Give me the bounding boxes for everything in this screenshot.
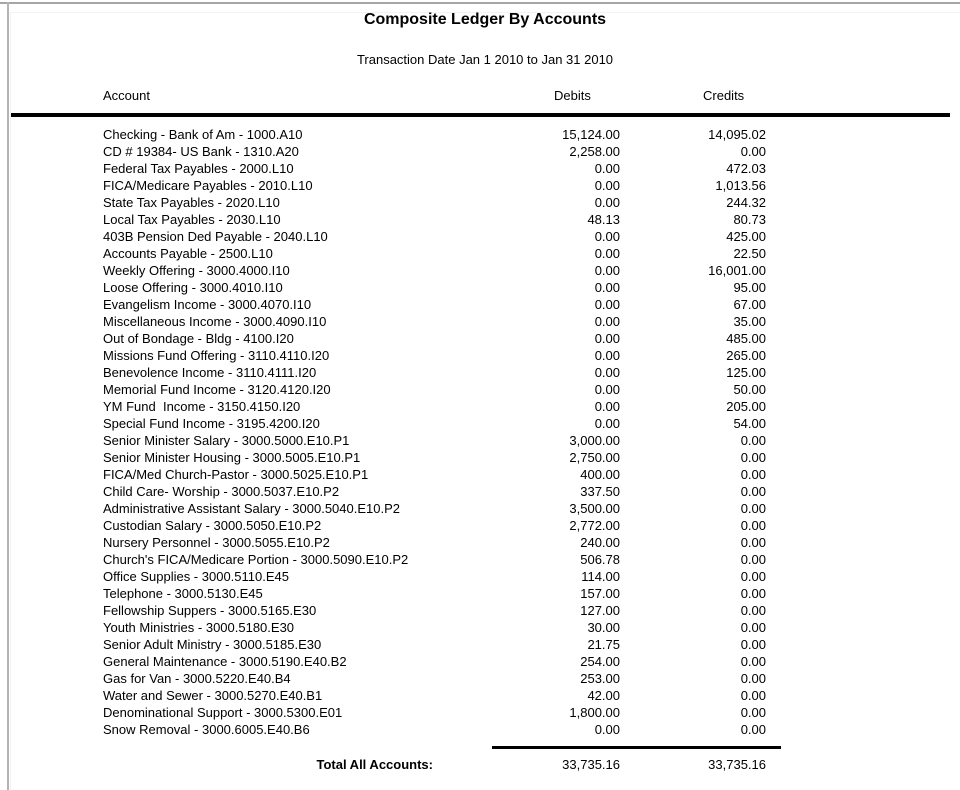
- table-row: [0, 126, 960, 143]
- table-row: [0, 619, 960, 636]
- table-row: [0, 279, 960, 296]
- debits-cell: 506.78: [580, 552, 620, 567]
- account-cell: YM Fund Income - 3150.4150.I20: [103, 399, 301, 414]
- debits-cell: 0.00: [594, 382, 620, 397]
- table-row: [0, 143, 960, 160]
- account-cell: Federal Tax Payables - 2000.L10: [103, 161, 294, 176]
- debits-cell: 253.00: [580, 671, 620, 686]
- account-cell: Senior Minister Salary - 3000.5000.E10.P1: [103, 433, 350, 448]
- total-rule: [492, 746, 781, 749]
- table-row: [0, 636, 960, 653]
- credits-cell: 125.00: [726, 365, 766, 380]
- debits-cell: 0.00: [594, 365, 620, 380]
- debits-cell: 0.00: [594, 297, 620, 312]
- credits-cell: 0.00: [740, 671, 766, 686]
- credits-cell: 22.50: [733, 246, 766, 261]
- debits-cell: 3,000.00: [569, 433, 620, 448]
- debits-cell: 0.00: [594, 722, 620, 737]
- account-cell: Benevolence Income - 3110.4111.I20: [103, 365, 317, 380]
- account-cell: Snow Removal - 3000.6005.E40.B6: [103, 722, 310, 737]
- total-label: Total All Accounts:: [316, 757, 433, 772]
- account-cell: Nursery Personnel - 3000.5055.E10.P2: [103, 535, 330, 550]
- debits-cell: 21.75: [587, 637, 620, 652]
- credits-cell: 0.00: [740, 603, 766, 618]
- table-row: [0, 160, 960, 177]
- credits-cell: 0.00: [740, 518, 766, 533]
- account-cell: Telephone - 3000.5130.E45: [103, 586, 263, 601]
- debits-cell: 0.00: [594, 229, 620, 244]
- debits-cell: 2,750.00: [569, 450, 620, 465]
- debits-cell: 15,124.00: [562, 127, 620, 142]
- credits-cell: 95.00: [733, 280, 766, 295]
- credits-cell: 265.00: [726, 348, 766, 363]
- credits-cell: 0.00: [740, 467, 766, 482]
- credits-cell: 0.00: [740, 450, 766, 465]
- account-cell: Senior Minister Housing - 3000.5005.E10.P1: [103, 450, 361, 465]
- debits-cell: 400.00: [580, 467, 620, 482]
- table-row: [0, 211, 960, 228]
- account-cell: Checking - Bank of Am - 1000.A10: [103, 127, 303, 142]
- table-row: [0, 432, 960, 449]
- credits-cell: 205.00: [726, 399, 766, 414]
- credits-cell: 1,013.56: [715, 178, 766, 193]
- total-debits-value: 33,735.16: [562, 757, 620, 772]
- table-row: [0, 228, 960, 245]
- debits-cell: 30.00: [587, 620, 620, 635]
- debits-cell: 2,772.00: [569, 518, 620, 533]
- credits-cell: 35.00: [733, 314, 766, 329]
- table-row: [0, 687, 960, 704]
- debits-cell: 127.00: [580, 603, 620, 618]
- debits-cell: 0.00: [594, 348, 620, 363]
- table-row: [0, 313, 960, 330]
- credits-cell: 0.00: [740, 433, 766, 448]
- credits-cell: 80.73: [733, 212, 766, 227]
- account-cell: Water and Sewer - 3000.5270.E40.B1: [103, 688, 323, 703]
- ledger-rows: [0, 126, 960, 738]
- debits-cell: 0.00: [594, 280, 620, 295]
- credits-cell: 0.00: [740, 620, 766, 635]
- table-row: [0, 296, 960, 313]
- credits-cell: 0.00: [740, 552, 766, 567]
- account-cell: Fellowship Suppers - 3000.5165.E30: [103, 603, 317, 618]
- account-cell: Office Supplies - 3000.5110.E45: [103, 569, 289, 584]
- table-row: [0, 364, 960, 381]
- credits-cell: 0.00: [740, 705, 766, 720]
- debits-cell: 240.00: [580, 535, 620, 550]
- table-row: [0, 330, 960, 347]
- table-row: [0, 500, 960, 517]
- account-cell: Denominational Support - 3000.5300.E01: [103, 705, 343, 720]
- credits-cell: 0.00: [740, 535, 766, 550]
- account-cell: Accounts Payable - 2500.L10: [103, 246, 273, 261]
- account-cell: FICA/Med Church-Pastor - 3000.5025.E10.P1: [103, 467, 369, 482]
- debits-cell: 337.50: [580, 484, 620, 499]
- debits-cell: 0.00: [594, 178, 620, 193]
- table-row: [0, 381, 960, 398]
- account-cell: Child Care- Worship - 3000.5037.E10.P2: [103, 484, 340, 499]
- credits-cell: 16,001.00: [708, 263, 766, 278]
- table-row: [0, 704, 960, 721]
- account-cell: Gas for Van - 3000.5220.E40.B4: [103, 671, 291, 686]
- column-header-credits: Credits: [703, 88, 745, 103]
- frame-top-edge: [0, 2, 960, 4]
- report-title: Composite Ledger By Accounts: [363, 11, 607, 28]
- account-cell: 403B Pension Ded Payable - 2040.L10: [103, 229, 328, 244]
- credits-cell: 14,095.02: [708, 127, 766, 142]
- table-row: [0, 177, 960, 194]
- debits-cell: 254.00: [580, 654, 620, 669]
- table-row: [0, 568, 960, 585]
- table-row: [0, 245, 960, 262]
- report-subtitle: Transaction Date Jan 1 2010 to Jan 31 2010: [356, 52, 614, 67]
- credits-cell: 67.00: [733, 297, 766, 312]
- credits-cell: 50.00: [733, 382, 766, 397]
- table-row: [0, 534, 960, 551]
- account-cell: Administrative Assistant Salary - 3000.5040.E10.P2: [103, 501, 400, 516]
- account-cell: Missions Fund Offering - 3110.4110.I20: [103, 348, 330, 363]
- table-row: [0, 262, 960, 279]
- credits-cell: 0.00: [740, 688, 766, 703]
- table-row: [0, 602, 960, 619]
- table-row: [0, 585, 960, 602]
- credits-cell: 54.00: [733, 416, 766, 431]
- account-cell: Evangelism Income - 3000.4070.I10: [103, 297, 312, 312]
- table-row: [0, 653, 960, 670]
- credits-cell: 425.00: [726, 229, 766, 244]
- credits-cell: 485.00: [726, 331, 766, 346]
- table-row: [0, 194, 960, 211]
- account-cell: Loose Offering - 3000.4010.I10: [103, 280, 283, 295]
- table-row: [0, 483, 960, 500]
- debits-cell: 0.00: [594, 416, 620, 431]
- account-cell: General Maintenance - 3000.5190.E40.B2: [103, 654, 347, 669]
- debits-cell: 3,500.00: [569, 501, 620, 516]
- account-cell: FICA/Medicare Payables - 2010.L10: [103, 178, 313, 193]
- account-cell: Weekly Offering - 3000.4000.I10: [103, 263, 290, 278]
- account-cell: Custodian Salary - 3000.5050.E10.P2: [103, 518, 322, 533]
- debits-cell: 0.00: [594, 161, 620, 176]
- debits-cell: 0.00: [594, 195, 620, 210]
- debits-cell: 0.00: [594, 331, 620, 346]
- account-cell: Church's FICA/Medicare Portion - 3000.5090.E10.P2: [103, 552, 409, 567]
- account-cell: Senior Adult Ministry - 3000.5185.E30: [103, 637, 322, 652]
- account-cell: Memorial Fund Income - 3120.4120.I20: [103, 382, 331, 397]
- debits-cell: 48.13: [587, 212, 620, 227]
- table-row: [0, 398, 960, 415]
- table-row: [0, 466, 960, 483]
- account-cell: CD # 19384- US Bank - 1310.A20: [103, 144, 299, 159]
- credits-cell: 0.00: [740, 722, 766, 737]
- table-row: [0, 517, 960, 534]
- account-cell: Out of Bondage - Bldg - 4100.I20: [103, 331, 294, 346]
- credits-cell: 244.32: [726, 195, 766, 210]
- debits-cell: 0.00: [594, 263, 620, 278]
- debits-cell: 0.00: [594, 314, 620, 329]
- table-row: [0, 415, 960, 432]
- column-header-debits: Debits: [554, 88, 591, 103]
- debits-cell: 0.00: [594, 246, 620, 261]
- total-credits-value: 33,735.16: [708, 757, 766, 772]
- credits-cell: 0.00: [740, 637, 766, 652]
- debits-cell: 157.00: [580, 586, 620, 601]
- column-header-account: Account: [103, 88, 150, 103]
- account-cell: Miscellaneous Income - 3000.4090.I10: [103, 314, 327, 329]
- table-row: [0, 670, 960, 687]
- credits-cell: 0.00: [740, 144, 766, 159]
- debits-cell: 2,258.00: [569, 144, 620, 159]
- credits-cell: 0.00: [740, 586, 766, 601]
- table-row: [0, 721, 960, 738]
- table-row: [0, 347, 960, 364]
- account-cell: Youth Ministries - 3000.5180.E30: [103, 620, 295, 635]
- account-cell: Special Fund Income - 3195.4200.I20: [103, 416, 320, 431]
- credits-cell: 0.00: [740, 654, 766, 669]
- debits-cell: 114.00: [581, 569, 620, 584]
- header-rule: [11, 113, 950, 117]
- debits-cell: 42.00: [587, 688, 620, 703]
- credits-cell: 0.00: [740, 484, 766, 499]
- debits-cell: 0.00: [594, 399, 620, 414]
- table-row: [0, 551, 960, 568]
- account-cell: Local Tax Payables - 2030.L10: [103, 212, 281, 227]
- account-cell: State Tax Payables - 2020.L10: [103, 195, 280, 210]
- table-row: [0, 449, 960, 466]
- credits-cell: 0.00: [740, 569, 766, 584]
- credits-cell: 0.00: [740, 501, 766, 516]
- credits-cell: 472.03: [726, 161, 766, 176]
- debits-cell: 1,800.00: [569, 705, 620, 720]
